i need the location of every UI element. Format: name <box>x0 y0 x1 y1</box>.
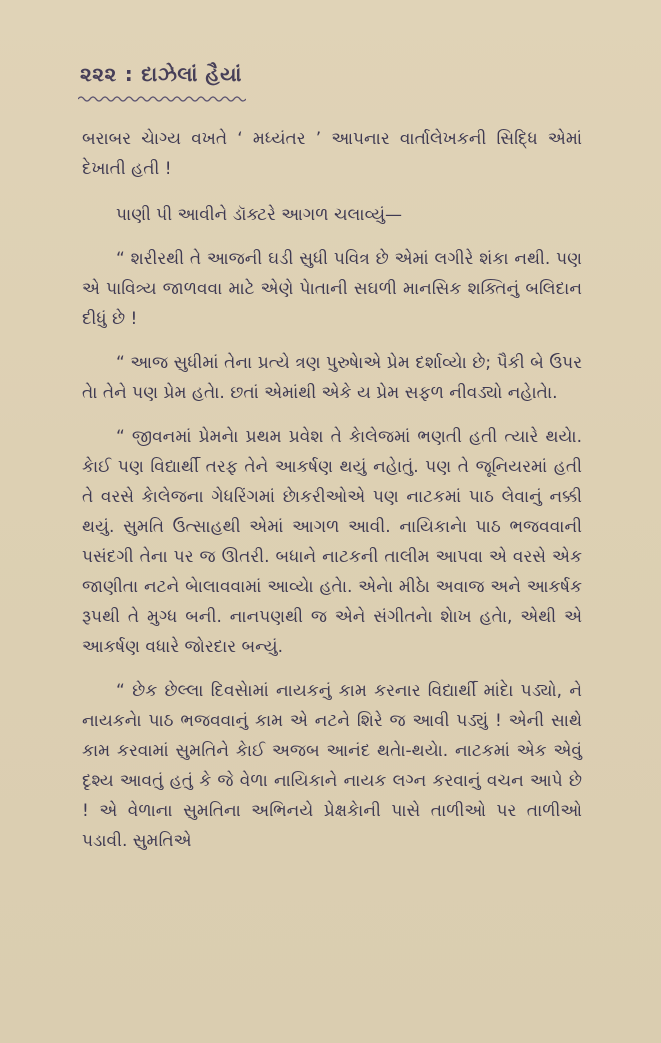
running-header <box>80 62 242 86</box>
paragraph-1: બરાબર ચેાગ્ય વખતે ‘ મધ્યંતર ’ આપનાર વાર્તાલેખકની સિદ્ધિ એમાં દેખાતી હતી ! <box>82 129 582 179</box>
page-number: ૨૨૨ <box>80 62 117 86</box>
paragraph-5: “ જીવનમાં પ્રેમનેા પ્રથમ પ્રવેશ તે કેાલેજમાં ભણતી હતી ત્યારે થયેા. કેાઈ પણ વિદ્યાર્થી તરફ તેને આકર્ષણ થયું નહેાતું. પણ તે જૂનિયરમાં હતી તે વરસે કેાલેજના ગેધરિંગમાં છેાકરીઓએ પણ નાટકમાં પાઠ લેવાનું નક્કી થયું. સુમતિ ઉત્સાહથી એમાં આગળ આવી. નાયિકાનેા પાઠ ભજવવાની પસંદગી તેના પર જ ઊતરી. બધાને નાટકની તાલીમ આપવા એ વરસે એક જાણીતા નટને બેાલાવવામાં આવ્યેા હતેા. એનેા મીઠેા અવાજ અને આકર્ષક રૂપથી તે મુગ્ધ બની. નાનપણથી જ એને સંગીતનેા શેાખ હતેા, એથી એ આકર્ષણ વધારે જોરદાર બન્યું. <box>82 427 582 657</box>
page-body <box>82 124 582 870</box>
paragraph-3: “ શરીરથી તે આજની ઘડી સુધી પવિત્ર છે એમાં લગીરે શંકા નથી. પણ એ પાવિત્ર્ય જાળવવા માટે એણે પેાતાની સઘળી માનસિક શક્તિનું બલિદાન દીધું છે ! <box>82 249 582 329</box>
chapter-title: દાઝેલાં હૈયાં <box>141 62 242 86</box>
paragraph-2: પાણી પી આવીને ડૉક્ટરે આગળ ચલાવ્યું— <box>116 205 403 225</box>
header-separator: : <box>124 62 134 86</box>
paragraph-6: “ છેક છેલ્લા દિવસેામાં નાયકનું કામ કરનાર વિદ્યાર્થી માંદેા પડ્યો, ને નાયકનેા પાઠ ભજવવાનું કામ એ નટને શિરે જ આવી પડ્યું ! એની સાથે કામ કરવામાં સુમતિને કેાઈ અજબ આનંદ થતેા-થયેા. નાટકમાં એક એવું દૃશ્ય આવતું હતું કે જે વેળા નાયિકાને નાયક લગ્ન કરવાનું વચન આપે છે ! એ વેળાના સુમતિના અભિનયે પ્રેક્ષકેાની પાસે તાળીઓ પર તાળીઓ પડાવી. સુમતિએ <box>82 681 582 851</box>
paragraph-4: “ આજ સુધીમાં તેના પ્રત્યે ત્રણ પુરુષેાએ પ્રેમ દર્શાવ્યેા છે; પૈકી બે ઉપર તેા તેને પણ પ્રેમ હતેા. છતાં એમાંથી એકે ય પ્રેમ સફળ નીવડ્યો નહેાતેા. <box>82 353 582 403</box>
wavy-underline <box>78 95 246 103</box>
